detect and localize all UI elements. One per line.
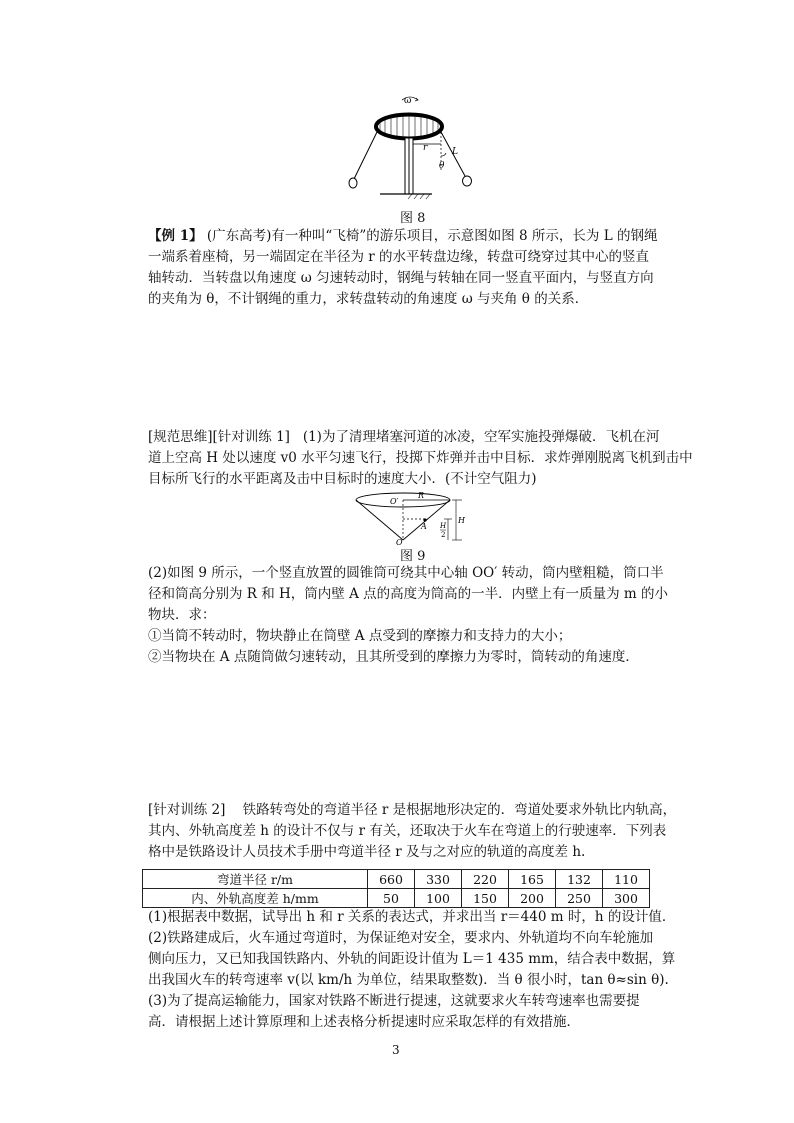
seat-right [463,176,472,186]
figure-9-caption: 图 9 [400,549,426,564]
row-header-radius: 弯道半径 r/m [143,870,368,889]
omega-label: ω [404,96,412,106]
table-row: 弯道半径 r/m 660 330 220 165 132 110 [143,870,650,889]
questions: (1)根据表中数据，试导出 h 和 r 关系的表达式，并求出当 r＝440 m 时，h 的设计值． (2)铁路建成后，火车通过弯道时，为保证绝对安全，要求内、外轨道均不向车轮施加 侧向压力，又已知我国铁路内、外轨的间距设计值为 L＝1 435 mm，结合表中数据，算 出我国火车的转弯速率 v(以 km/h 为单位，结果取整数)．当 θ 很小时，tan θ≈sin θ). (3)为了提高运输能力，国家对铁路不断进行提速，这就要求火车转弯速率也需要提 高．请根据上述计算原理和上述表格分析提速时应采取怎样的有效措施． [148,909,676,1030]
figure-9-diagram [352,490,476,546]
H-label: H [458,516,465,525]
example-1-tag: 【例 1】 [148,228,203,244]
part-2: (2)如图 9 所示，一个竖直放置的圆锥筒可绕其中心轴 OO′ 转动，筒内壁粗糙，筒口半 径和筒高分别为 R 和 H，筒内壁 A 点的高度为筒高的一半．内壁上有一质量为 m 的小 物块．求： ①当筒不转动时，物块静止在筒壁 A 点受到的摩擦力和支持力的大小； ②当物块在 A 点随筒做匀速转动，且其所受到的摩擦力为零时，筒转动的角速度． [148,565,669,665]
A-label: A [421,522,427,531]
O-label: O [396,538,403,546]
R-label: R [418,491,425,500]
training-2: [针对训练 2] 铁路转弯处的弯道半径 r 是根据地形决定的．弯道处要求外轨比内轨高， 其内、外轨高度差 h 的设计不仅与 r 有关，还取决于火车在弯道上的行驶速率．下列表 格中是铁路设计人员技术手册中弯道半径 r 及与之对应的轨道的高度差 h. [148,802,677,860]
row-header-height: 内、外轨高度差 h/mm [143,889,368,908]
H-half-numerator: H [440,522,447,530]
figure-8-caption: 图 8 [400,211,426,226]
r-label: r [423,143,428,153]
radius-height-table [142,869,650,908]
H-half-denominator: 2 [441,531,446,539]
example-1: 【例 1】 (广东高考)有一种叫“飞椅”的游乐项目，示意图如图 8 所示，长为 L 的钢绳 一端系着座椅，另一端固定在半径为 r 的水平转盘边缘，转盘可绕穿过其中心的竖直 轴转动．当转盘以角速度 ω 匀速转动时，钢绳与转轴在同一竖直平面内，与竖直方向 的夹角为 θ，不计钢绳的重力，求转盘转动的角速度 ω 与夹角 θ 的关系． [148,228,658,307]
L-label: L [452,147,458,157]
training-1-tag: [规范思维][针对训练 1] [148,429,290,445]
seat-left [349,178,357,188]
O-prime-label: O′ [390,497,399,506]
theta-label: θ [439,161,445,171]
training-2-tag: [针对训练 2] [148,802,226,818]
table-row: 内、外轨高度差 h/mm 50 100 150 200 250 300 [143,889,650,908]
page-number: 3 [392,1043,400,1057]
training-1: [规范思维][针对训练 1] (1)为了清理堵塞河道的冰凌，空军实施投弹爆破．飞机在河 道上空高 H 处以速度 v0 水平匀速飞行，投掷下炸弹并击中目标．求炸弹刚脱离飞机到击中 目标所飞行的水平距离及击中目标时的速度大小．(不计空气阻力) [148,429,693,487]
figure-8-diagram [340,92,480,208]
